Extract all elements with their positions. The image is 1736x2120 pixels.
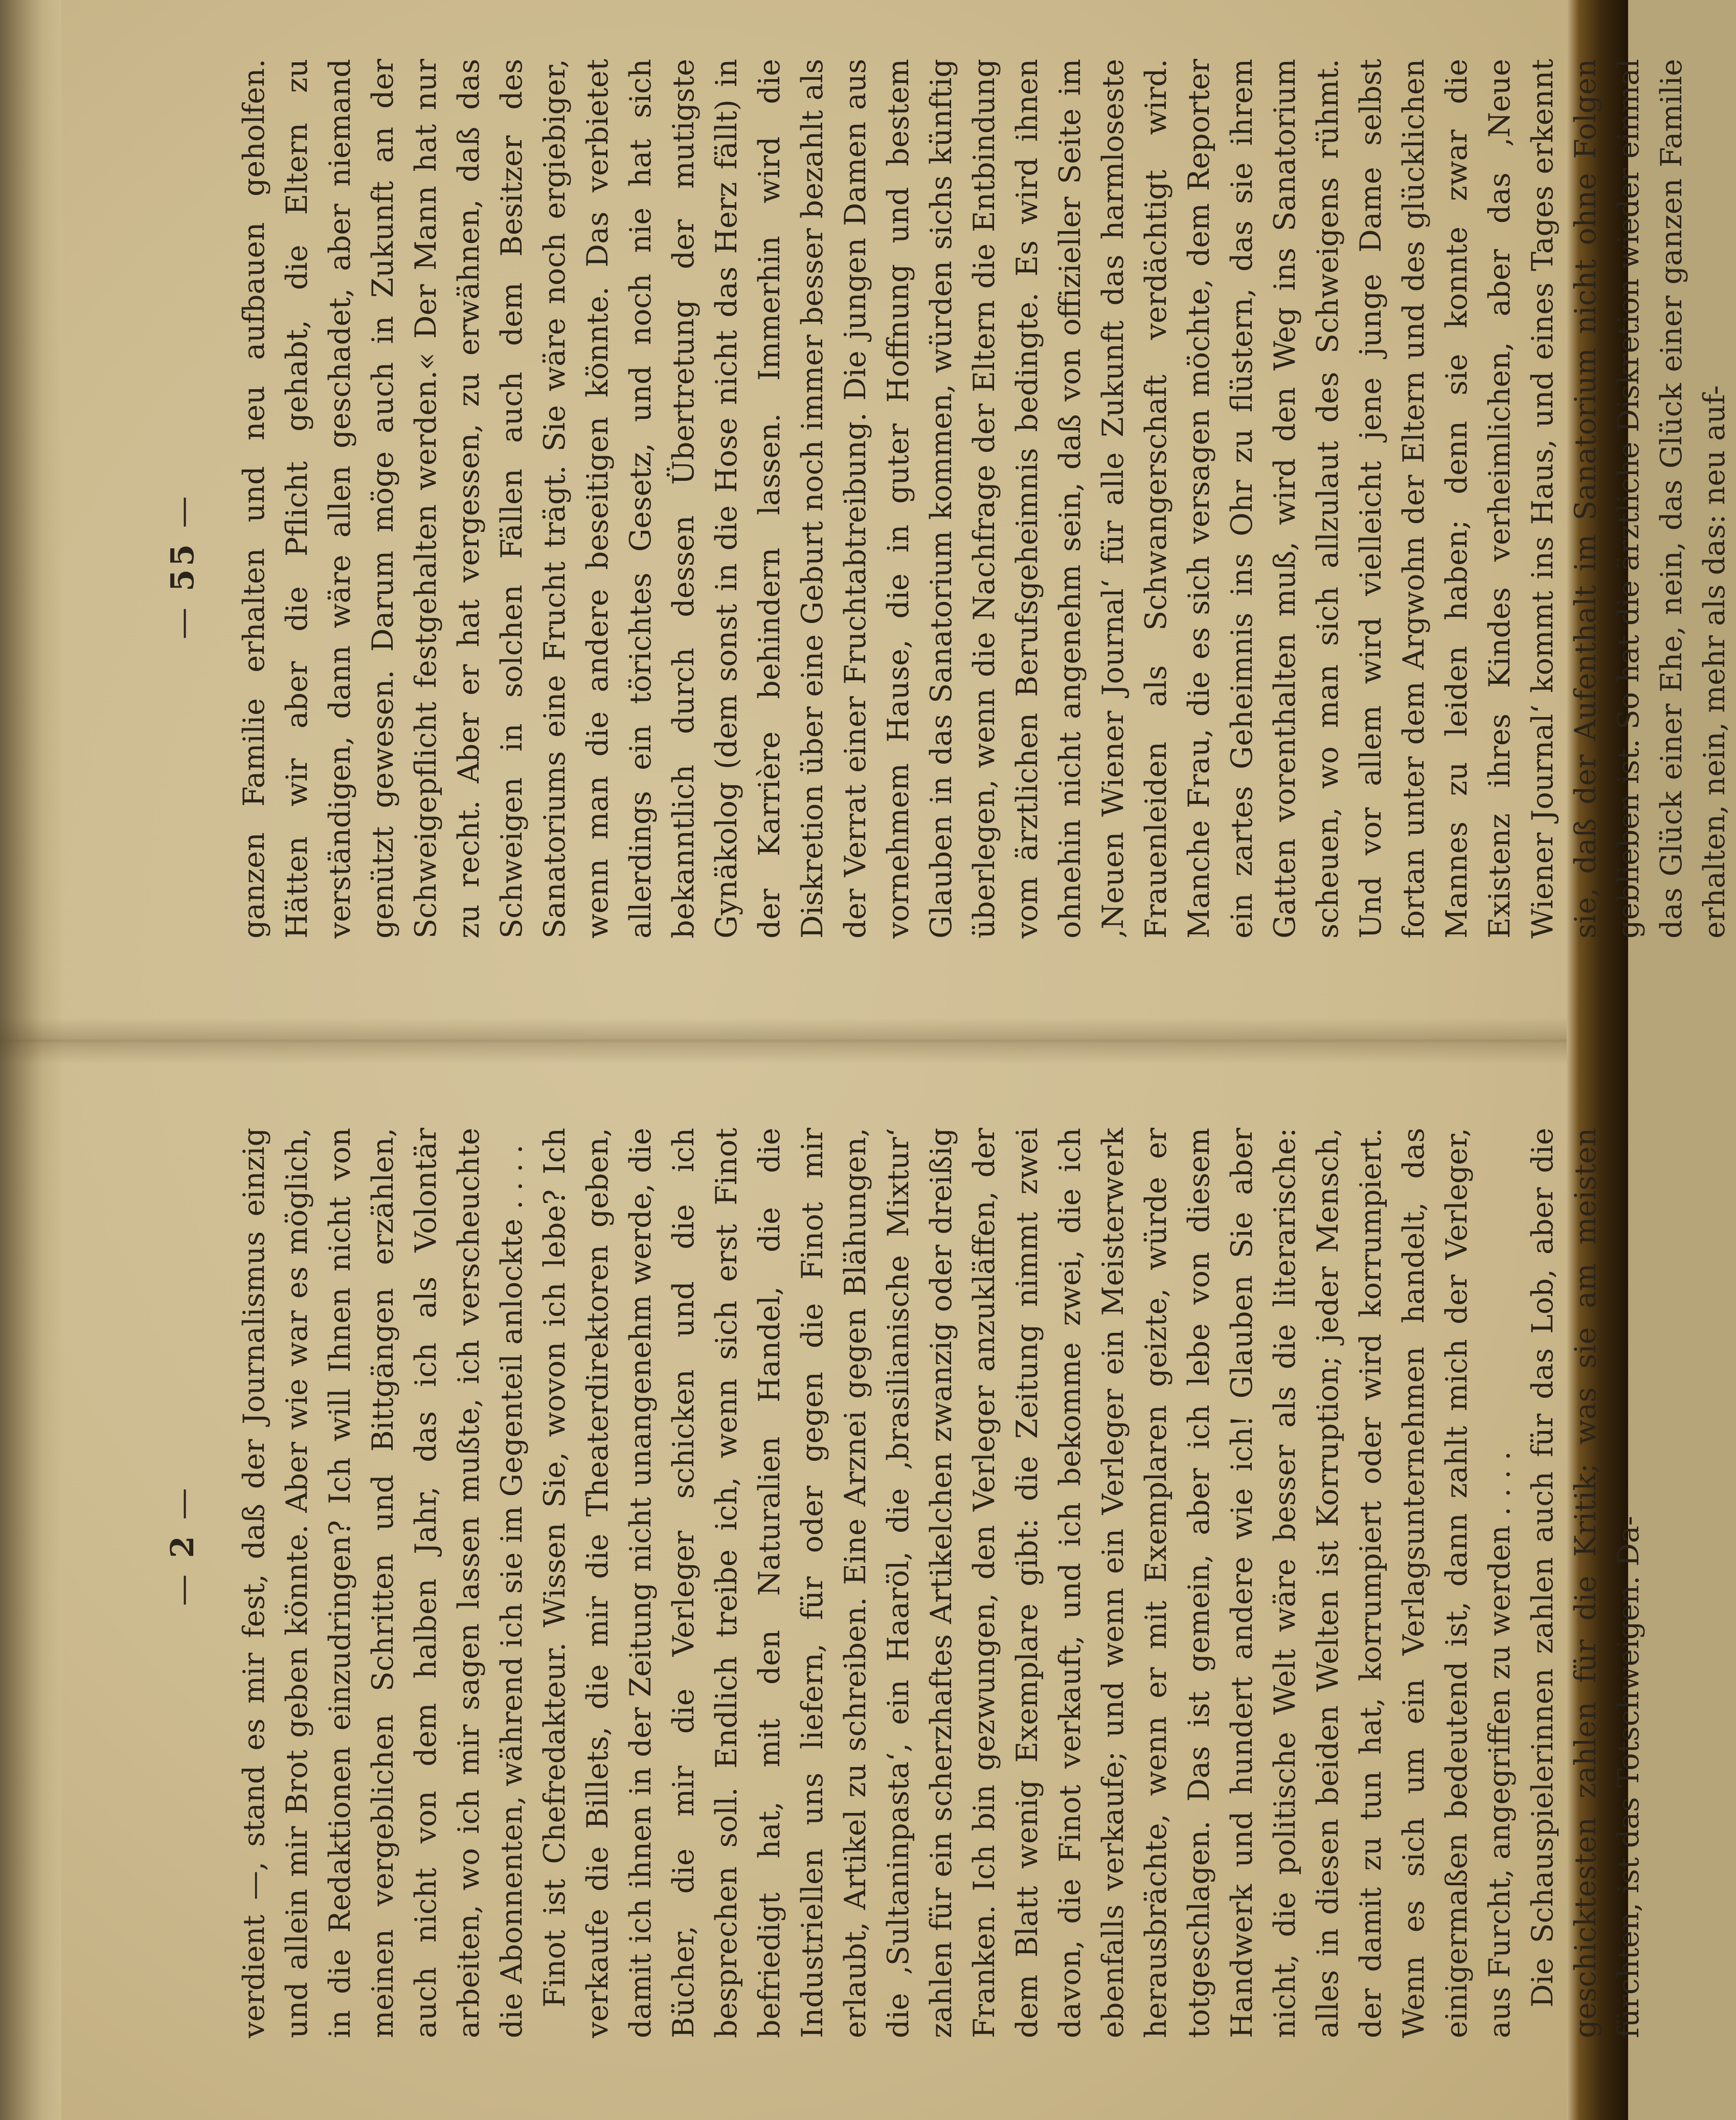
- paragraph: ganzen Familie erhalten und neu aufbauen geholfen. Hätten wir aber die Pflicht gehabt, die Eltern zu verständigen, dann wäre allen geschadet, aber niemand genützt gewesen. Darum möge auch in Zukunft an der Schweigepflicht festgehalten werden.« Der Mann hat nur zu recht. Aber er hat vergessen, zu erwähnen, daß das Schweigen in solchen Fällen auch dem Besitzer des Sanatoriums eine Frucht trägt. Sie wäre noch ergiebiger, wenn man die andere beseitigen könnte. Das verbietet allerdings ein törichtes Gesetz, und noch nie hat sich bekanntlich durch dessen Übertretung der mutigste Gynäkolog (dem sonst in die Hose nicht das Herz fällt) in der Karrière behindern lassen. Immerhin wird die Diskretion über eine Geburt noch immer besser bezahlt als der Verrat einer Fruchtabtreibung. Die jungen Damen aus vornehmem Hause, die in guter Hoffnung und bestem Glauben in das Sanatorium kommen, würden sichs künftig überlegen, wenn die Nachfrage der Eltern die Entbindung vom ärztlichen Berufsgeheimnis bedingte. Es wird ihnen ohnehin nicht angenehm sein, daß von offizieller Seite im ‚Neuen Wiener Journal‘ für alle Zukunft das harmloseste Frauenleiden als Schwangerschaft verdächtigt wird. Manche Frau, die es sich versagen möchte, dem Reporter ein zartes Geheimnis ins Ohr zu flüstern, das sie ihrem Gatten vorenthalten muß, wird den Weg ins Sanatorium scheuen, wo man sich allzulaut des Schweigens rühmt. Und vor allem wird vielleicht jene junge Dame selbst fortan unter dem Argwohn der Eltern und des glücklichen Mannes zu leiden haben; denn sie konnte zwar die Existenz ihres Kindes verheimlichen, aber das ‚Neue Wiener Journal‘ kommt ins Haus, und eines Tages erkennt sie, daß der Aufenthalt im Sanatorium nicht ohne Folgen geblieben ist. So hat die ärztliche Diskretion wieder einmal das Glück einer Ehe, nein, das Glück einer ganzen Familie erhalten, nein, mehr als das: neu auf-: [237, 59, 1731, 939]
- paragraph: verdient —, stand es mir fest, daß der Journalismus einzig und allein mir Brot geben könnte. Aber wie war es möglich, in die Redaktionen einzudringen? Ich will Ihnen nicht von meinen vergeblichen Schritten und Bittgängen erzählen, auch nicht von dem halben Jahr, das ich als Volontär arbeiten, wo ich mir sagen lassen mußte, ich verscheuchte die Abonnenten, während ich sie im Gegenteil anlockte . . . .: [237, 1128, 529, 2038]
- right-page: [56, 20, 1731, 1018]
- right-page-text: [233, 59, 1731, 939]
- page-number: — 55 —: [164, 493, 201, 639]
- page-number: — 2 —: [164, 1485, 201, 1606]
- left-page: [56, 1064, 1645, 2077]
- paragraph: Die Schauspielerinnen zahlen auch für das Lob, aber die geschicktesten zahlen für die Kritik; was sie am meisten fürchten, ist das Totschweigen. Da-: [1526, 1128, 1645, 2038]
- center-fold: [0, 1018, 1567, 1064]
- paragraph: Finot ist Chefredakteur. Wissen Sie, wovon ich lebe? Ich verkaufe die Billets, die mir die Theaterdirektoren geben, damit ich ihnen in der Zeitung nicht unangenehm werde, die Bücher, die mir die Verleger schicken und die ich besprechen soll. Endlich treibe ich, wenn sich erst Finot befriedigt hat, mit den Naturalien Handel, die die Industriellen uns liefern, für oder gegen die Finot mir erlaubt, Artikel zu schreiben. Eine Arznei gegen Blähungen, die ‚Sultaninpasta‘, ein Haaröl, die ‚brasilianische Mixtur‘ zahlen für ein scherzhaftes Artikelchen zwanzig oder dreißig Franken. Ich bin gezwungen, den Verleger anzukläffen, der dem Blatt wenig Exemplare gibt: die Zeitung nimmt zwei davon, die Finot verkauft, und ich bekomme zwei, die ich ebenfalls verkaufe; und wenn ein Verleger ein Meisterwerk herausbrächte, wenn er mit Exemplaren geizte, würde er totgeschlagen. Das ist gemein, aber ich lebe von diesem Handwerk und hundert andere wie ich! Glauben Sie aber nicht, die politische Welt wäre besser als die literarische: alles in diesen beiden Welten ist Korruption; jeder Mensch, der damit zu tun hat, korrumpiert oder wird korrumpiert. Wenn es sich um ein Verlagsunternehmen handelt, das einigermaßen bedeutend ist, dann zahlt mich der Verleger, aus Furcht, angegriffen zu werden . . . .: [538, 1128, 1517, 2038]
- left-page-text: [233, 1128, 1645, 2038]
